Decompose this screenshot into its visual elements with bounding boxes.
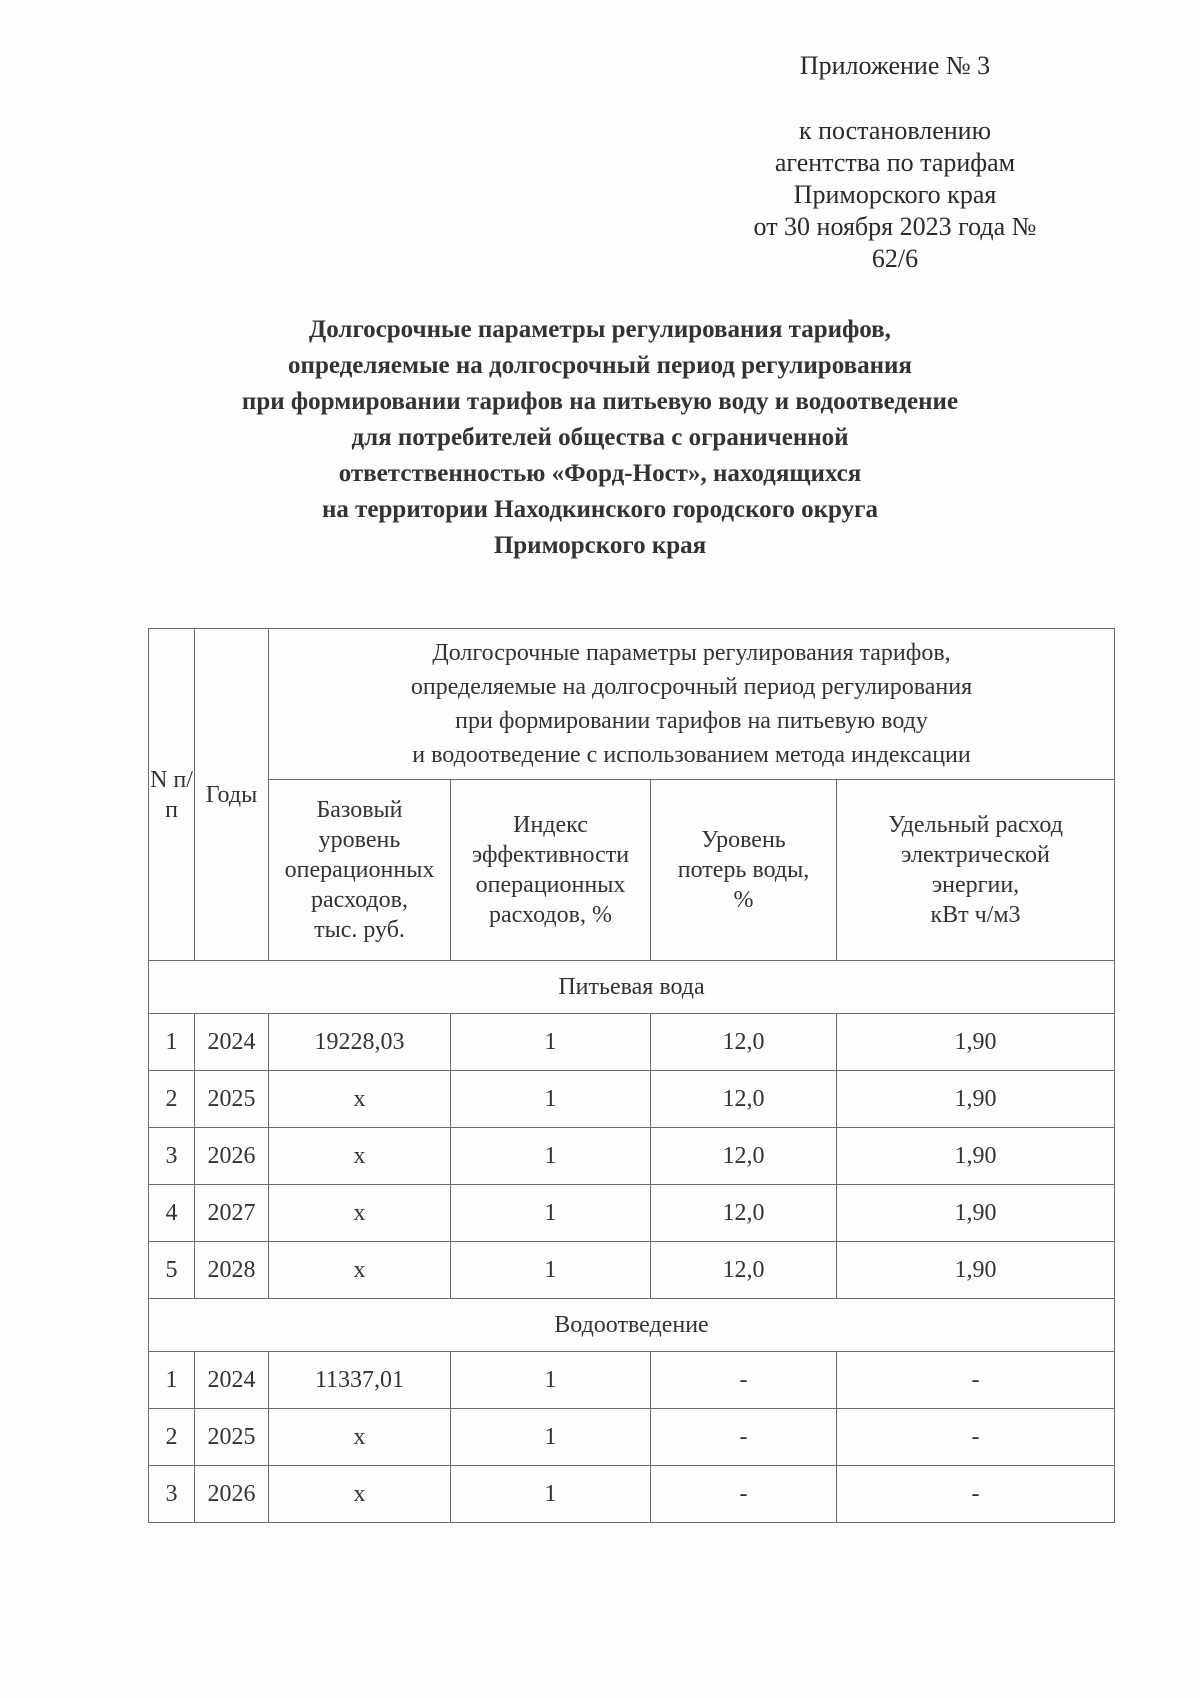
efficiency-index-value: 1 — [451, 1185, 651, 1242]
efficiency-index-value: 1 — [451, 1352, 651, 1409]
row-year: 2028 — [195, 1242, 269, 1299]
header-line: энергии, — [931, 872, 1020, 898]
row-year: 2024 — [195, 1352, 269, 1409]
energy-consumption-value: - — [837, 1466, 1115, 1523]
row-year: 2026 — [195, 1128, 269, 1185]
base-opex-value: x — [269, 1242, 451, 1299]
group-header-line: и водоотведение с использованием метода индексации — [412, 742, 971, 768]
row-year: 2025 — [195, 1071, 269, 1128]
header-line: % — [733, 887, 754, 913]
header-line: Уровень — [701, 827, 786, 853]
group-header-line: определяемые на долгосрочный период регулирования — [410, 674, 973, 700]
document-title-line: Приморского края — [493, 532, 707, 559]
base-opex-value: 11337,01 — [269, 1352, 451, 1409]
water-loss-value: - — [651, 1409, 837, 1466]
header-line: электрической — [901, 842, 1050, 868]
section-drinking-water: Питьевая вода — [149, 961, 1115, 1014]
row-number: 2 — [149, 1409, 195, 1466]
water-loss-value: - — [651, 1466, 837, 1523]
group-header — [269, 629, 1115, 780]
header-line: Базовый — [316, 797, 403, 823]
base-opex-value: 19228,03 — [269, 1014, 451, 1071]
group-header-line: при формировании тарифов на питьевую воду — [455, 708, 928, 734]
document-title-line: на территории Находкинского городского округа — [322, 496, 878, 523]
header-line: Индекс — [513, 812, 588, 838]
header-line: уровень — [318, 827, 401, 853]
energy-consumption-value: 1,90 — [837, 1128, 1115, 1185]
base-opex-value: x — [269, 1128, 451, 1185]
base-opex-value: x — [269, 1071, 451, 1128]
column-header-efficiency-index — [451, 780, 651, 961]
water-loss-value: 12,0 — [651, 1242, 837, 1299]
row-year: 2027 — [195, 1185, 269, 1242]
efficiency-index-value: 1 — [451, 1242, 651, 1299]
water-loss-value: - — [651, 1352, 837, 1409]
header-line: эффективности — [471, 842, 630, 868]
header-line: операционных — [475, 872, 626, 898]
appendix-line: к постановлению — [798, 116, 992, 145]
document-title-line: определяемые на долгосрочный период регулирования — [288, 352, 912, 379]
header-line: потерь воды, — [677, 857, 810, 883]
table-row — [149, 1185, 1115, 1242]
row-year: 2025 — [195, 1409, 269, 1466]
appendix-block — [750, 50, 1040, 275]
table-row — [149, 1352, 1115, 1409]
base-opex-value: x — [269, 1409, 451, 1466]
row-number: 2 — [149, 1071, 195, 1128]
header-line: тыс. руб. — [314, 917, 405, 943]
header-line: расходов, % — [489, 902, 612, 928]
table-row — [149, 1014, 1115, 1071]
header-line: операционных — [284, 857, 435, 883]
header-line: расходов, — [311, 887, 408, 913]
table-row — [149, 1466, 1115, 1523]
base-opex-value: x — [269, 1466, 451, 1523]
appendix-line: Приморского края — [793, 180, 997, 209]
row-number: 1 — [149, 1014, 195, 1071]
efficiency-index-value: 1 — [451, 1071, 651, 1128]
energy-consumption-value: 1,90 — [837, 1242, 1115, 1299]
appendix-line: от 30 ноября 2023 года № 62/6 — [753, 212, 1037, 273]
energy-consumption-value: 1,90 — [837, 1071, 1115, 1128]
base-opex-value: x — [269, 1185, 451, 1242]
water-loss-value: 12,0 — [651, 1128, 837, 1185]
section-wastewater: Водоотведение — [149, 1299, 1115, 1352]
row-number: 4 — [149, 1185, 195, 1242]
appendix-title: Приложение № 3 — [799, 51, 991, 80]
water-loss-value: 12,0 — [651, 1014, 837, 1071]
row-number: 3 — [149, 1466, 195, 1523]
tariff-parameters-table — [148, 628, 1115, 1523]
table-row — [149, 1071, 1115, 1128]
efficiency-index-value: 1 — [451, 1014, 651, 1071]
efficiency-index-value: 1 — [451, 1409, 651, 1466]
document-title-line: ответственностью «Форд-Ност», находящихся — [338, 460, 862, 487]
column-header-years: Годы — [195, 629, 269, 961]
document-title-line: Долгосрочные параметры регулирования тарифов, — [309, 316, 891, 343]
row-number: 1 — [149, 1352, 195, 1409]
energy-consumption-value: 1,90 — [837, 1014, 1115, 1071]
table-row — [149, 1409, 1115, 1466]
header-line: кВт ч/м3 — [930, 902, 1021, 928]
column-header-water-loss — [651, 780, 837, 961]
row-number: 3 — [149, 1128, 195, 1185]
header-line: Удельный расход — [888, 812, 1063, 838]
water-loss-value: 12,0 — [651, 1071, 837, 1128]
energy-consumption-value: - — [837, 1352, 1115, 1409]
document-title-line: при формировании тарифов на питьевую воду и водоотведение — [241, 388, 959, 415]
appendix-line: агентства по тарифам — [774, 148, 1016, 177]
column-header-energy-consumption — [837, 780, 1115, 961]
water-loss-value: 12,0 — [651, 1185, 837, 1242]
document-title-line: для потребителей общества с ограниченной — [351, 424, 849, 451]
row-number: 5 — [149, 1242, 195, 1299]
row-year: 2024 — [195, 1014, 269, 1071]
energy-consumption-value: 1,90 — [837, 1185, 1115, 1242]
energy-consumption-value: - — [837, 1409, 1115, 1466]
table-row — [149, 1128, 1115, 1185]
table-row — [149, 1242, 1115, 1299]
group-header-line: Долгосрочные параметры регулирования тарифов, — [432, 640, 951, 666]
column-header-base-opex — [269, 780, 451, 961]
row-year: 2026 — [195, 1466, 269, 1523]
efficiency-index-value: 1 — [451, 1466, 651, 1523]
efficiency-index-value: 1 — [451, 1128, 651, 1185]
document-title — [140, 312, 1060, 564]
column-header-number: N п/п — [149, 629, 195, 961]
